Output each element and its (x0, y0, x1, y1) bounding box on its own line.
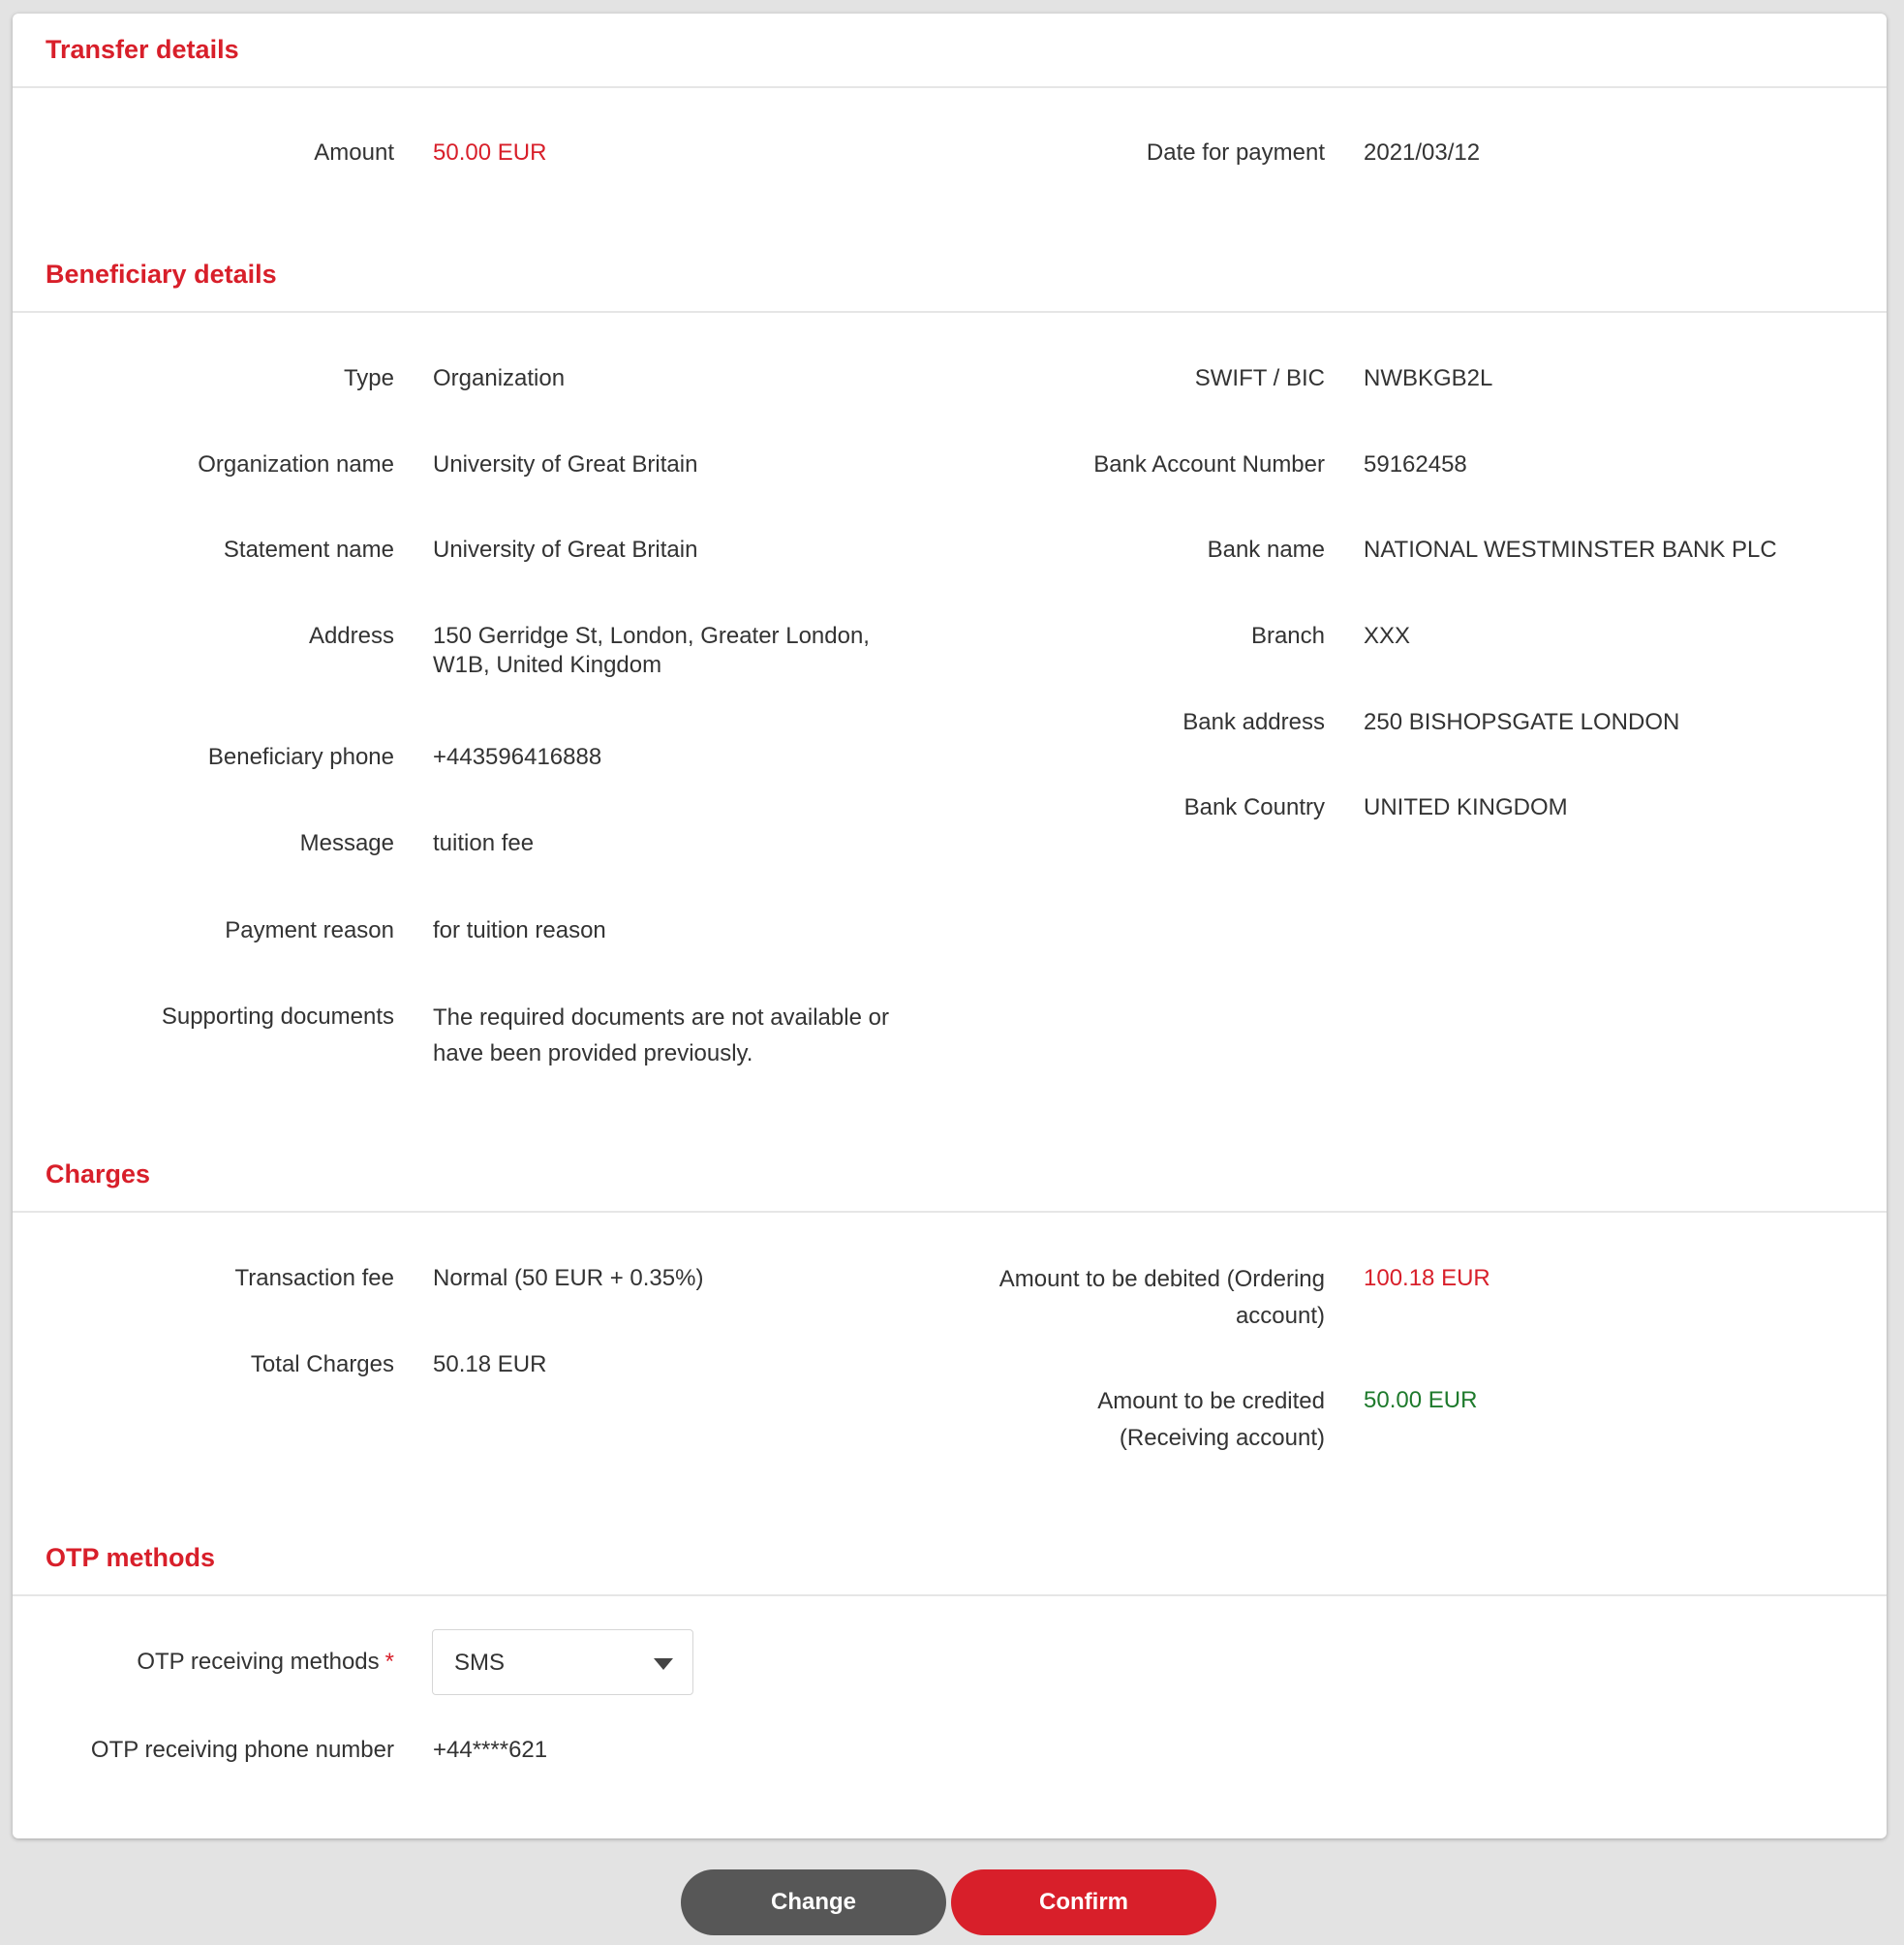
otp-method-select[interactable] (432, 1629, 693, 1695)
total-charges-value: 50.18 EUR (433, 1351, 547, 1377)
supporting-documents-value: The required documents are not available or have been provided previously. (433, 1004, 889, 1066)
supporting-documents-label: Supporting documents (161, 1003, 394, 1030)
total-charges-label: Total Charges (250, 1351, 394, 1377)
address-value: 150 Gerridge St, London, Greater London, W1B, United Kingdom (433, 623, 870, 678)
bank-name-value: NATIONAL WESTMINSTER BANK PLC (1364, 537, 1777, 563)
payment-reason-label: Payment reason (225, 917, 394, 943)
bank-country-label: Bank Country (1183, 794, 1325, 820)
section-divider (13, 1211, 1887, 1213)
amount-value: 50.00 EUR (433, 139, 547, 166)
otp-phone-value: +44****621 (433, 1737, 548, 1763)
section-title-beneficiary-details: Beneficiary details (46, 260, 277, 289)
beneficiary-phone-value: +443596416888 (433, 744, 602, 770)
bank-account-number-label: Bank Account Number (1093, 451, 1325, 478)
amount-debited-value: 100.18 EUR (1364, 1265, 1490, 1291)
beneficiary-type-value: Organization (433, 365, 566, 391)
payment-date-value: 2021/03/12 (1364, 139, 1481, 166)
beneficiary-type-label: Type (343, 365, 394, 391)
change-button[interactable]: Change (681, 1869, 946, 1935)
beneficiary-phone-label: Beneficiary phone (207, 744, 394, 770)
otp-method-label (7, 1645, 394, 1680)
otp-method-selected-value: SMS (454, 1650, 506, 1676)
chevron-down-icon (654, 1658, 673, 1670)
address-label: Address (308, 623, 394, 649)
swift-bic-label: SWIFT / BIC (1194, 365, 1325, 391)
amount-credited-label: Amount to be credited (Receiving account) (1097, 1388, 1325, 1451)
amount-label: Amount (314, 139, 394, 166)
amount-debited-label: Amount to be debited (Ordering account) (998, 1266, 1325, 1329)
organization-name-label: Organization name (198, 451, 394, 478)
branch-label: Branch (1250, 623, 1325, 649)
bank-address-label: Bank address (1182, 709, 1325, 735)
section-divider (13, 86, 1887, 88)
required-asterisk: * (384, 1649, 394, 1675)
section-title-otp-methods: OTP methods (46, 1543, 216, 1572)
transfer-confirmation-card (13, 14, 1887, 1838)
statement-name-value: University of Great Britain (433, 537, 698, 563)
organization-name-value: University of Great Britain (433, 451, 698, 478)
section-divider (13, 311, 1887, 313)
transaction-fee-label: Transaction fee (234, 1265, 394, 1291)
bank-address-value: 250 BISHOPSGATE LONDON (1364, 709, 1680, 735)
section-divider (13, 1594, 1887, 1596)
message-label: Message (299, 830, 394, 856)
statement-name-label: Statement name (223, 537, 394, 563)
bank-account-number-value: 59162458 (1364, 451, 1467, 478)
otp-phone-label: OTP receiving phone number (90, 1737, 394, 1763)
payment-date-label: Date for payment (1146, 139, 1325, 166)
section-title-charges: Charges (46, 1159, 151, 1189)
message-value: tuition fee (433, 830, 535, 856)
otp-method-label-text: OTP receiving methods (137, 1649, 380, 1675)
confirm-button[interactable]: Confirm (951, 1869, 1216, 1935)
bank-country-value: UNITED KINGDOM (1364, 794, 1568, 820)
branch-value: XXX (1364, 623, 1411, 649)
bank-name-label: Bank name (1207, 537, 1325, 563)
payment-reason-value: for tuition reason (433, 917, 606, 943)
section-title-transfer-details: Transfer details (46, 35, 239, 64)
transaction-fee-value: Normal (50 EUR + 0.35%) (433, 1265, 704, 1291)
amount-credited-value: 50.00 EUR (1364, 1387, 1478, 1413)
swift-bic-value: NWBKGB2L (1364, 365, 1493, 391)
